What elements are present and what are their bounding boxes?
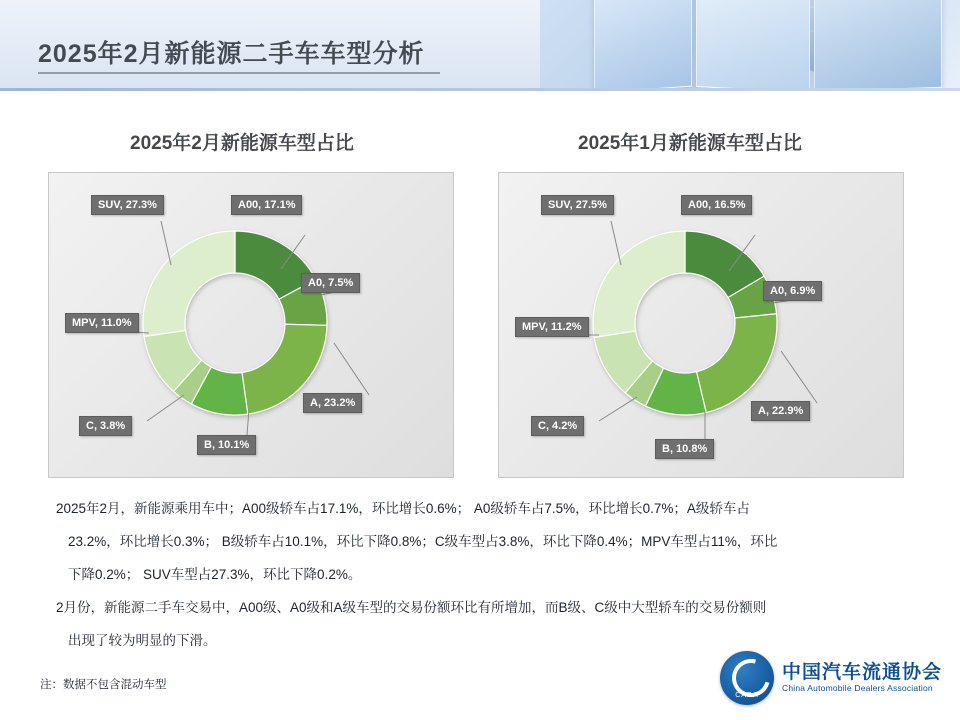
- paragraph-1-line-1: 2025年2月，新能源乘用车中；A00级轿车占17.1%，环比增长0.6%； A0级轿车占7.5%，环比增长0.7%；A级轿车占: [56, 501, 750, 516]
- cube-graphic-2: [696, 0, 810, 88]
- cada-emblem-icon: [720, 651, 774, 705]
- org-name-cn: 中国汽车流通协会: [781, 662, 942, 684]
- label-mpv-feb: MPV, 11.0%: [65, 313, 139, 333]
- slice-a: [697, 314, 777, 413]
- chart-title-left: 2025年2月新能源车型占比: [130, 133, 354, 154]
- chart-title-right: 2025年1月新能源车型占比: [578, 133, 802, 154]
- label-a00-jan: A00, 16.5%: [681, 195, 752, 215]
- paragraph-1-line-3: 下降0.2%； SUV车型占27.3%，环比下降0.2%。: [68, 567, 362, 582]
- cube-graphic-1: [594, 0, 692, 88]
- slice-suv: [593, 231, 685, 337]
- analysis-text: [56, 492, 918, 657]
- label-mpv-jan: MPV, 11.2%: [515, 317, 589, 337]
- label-c-jan: C, 4.2%: [531, 416, 584, 436]
- paragraph-2-line-1: 2月份，新能源二手车交易中，A00级、A0级和A级车型的交易份额环比有所增加，而B级、C级中大型轿车的交易份额则: [56, 600, 767, 615]
- paragraph-2-line-2: 出现了较为明显的下滑。: [68, 633, 217, 648]
- label-a-feb: A, 23.2%: [303, 393, 362, 413]
- label-a0-feb: A0, 7.5%: [301, 273, 360, 293]
- org-name-en: China Automobile Dealers Association: [781, 683, 933, 694]
- label-a00-feb: A00, 17.1%: [231, 195, 302, 215]
- cube-graphic-3: [814, 0, 942, 88]
- chart-panel-january: [498, 172, 904, 478]
- cada-logo: [720, 650, 942, 706]
- page-title: 2025年2月新能源二手车车型分析: [38, 40, 425, 68]
- chart-panel-february: [48, 172, 454, 478]
- label-a0-jan: A0, 6.9%: [763, 281, 822, 301]
- label-suv-jan: SUV, 27.5%: [541, 195, 614, 215]
- label-c-feb: C, 3.8%: [79, 416, 132, 436]
- cada-logo-text: [782, 662, 942, 694]
- slice-suv: [143, 231, 235, 337]
- title-underline: [38, 72, 440, 74]
- paragraph-1-line-2: 23.2%，环比增长0.3%； B级轿车占10.1%，环比下降0.8%；C级车型占3.8%，环比下降0.4%；MPV车型占11%，环比: [68, 534, 778, 549]
- donut-chart-february: [49, 173, 453, 477]
- label-b-feb: B, 10.1%: [197, 435, 256, 455]
- donut-chart-january: [499, 173, 903, 477]
- label-suv-feb: SUV, 27.3%: [91, 195, 164, 215]
- label-a-jan: A, 22.9%: [751, 401, 810, 421]
- label-b-jan: B, 10.8%: [655, 439, 714, 459]
- footnote: 注：数据不包含混动车型: [40, 679, 167, 691]
- header-divider: [0, 88, 960, 91]
